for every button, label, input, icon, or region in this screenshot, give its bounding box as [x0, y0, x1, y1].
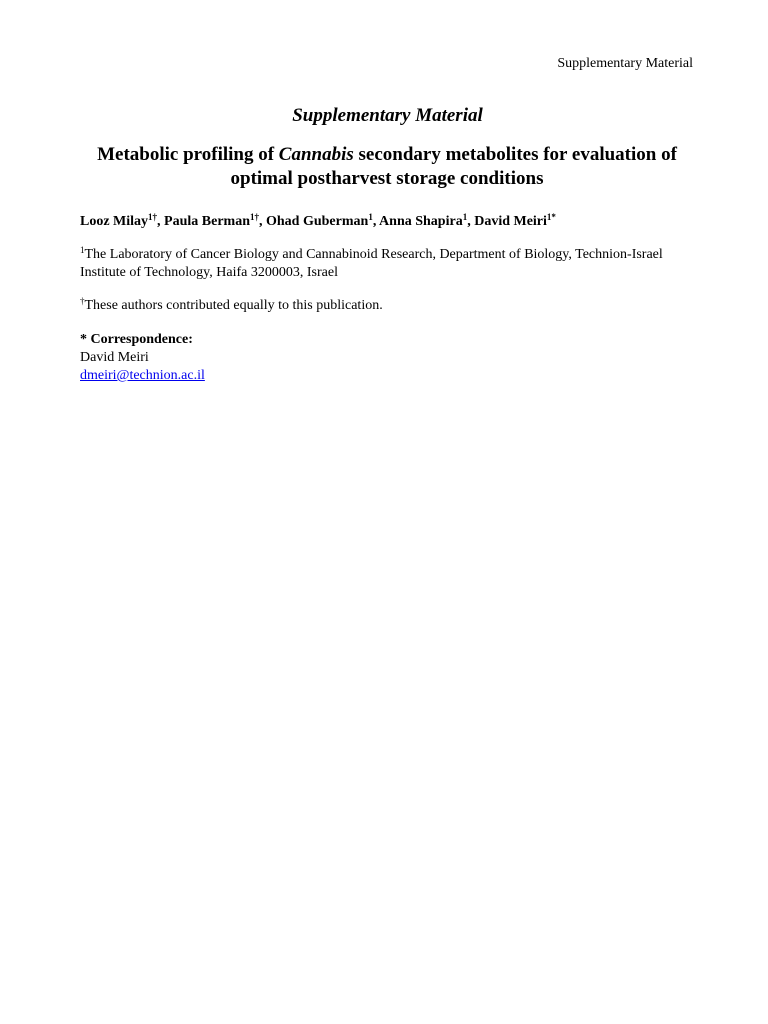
author-affiliation-marker: 1†	[250, 212, 259, 222]
correspondence-block	[80, 331, 690, 385]
correspondence-email-link[interactable]: dmeiri@technion.ac.il	[80, 368, 205, 383]
author-affiliation-marker: 1	[462, 212, 468, 222]
author: David Meiri	[474, 214, 547, 229]
author-affiliation-marker: 1†	[148, 212, 158, 222]
correspondence-label: * Correspondence:	[80, 332, 193, 347]
author-list	[80, 213, 700, 231]
author-separator: ,	[467, 214, 475, 229]
author-separator: ,	[372, 214, 380, 229]
author: Paula Berman	[164, 214, 250, 229]
affiliation-marker: 1	[80, 245, 85, 255]
running-header: Supplementary Material	[557, 56, 693, 71]
title-part-1: Metabolic profiling of	[97, 144, 279, 165]
affiliation	[80, 246, 690, 282]
author: Anna Shapira	[379, 214, 463, 229]
author-affiliation-marker: 1	[368, 212, 373, 222]
author-affiliation-marker: 1*	[546, 212, 556, 222]
affiliation-text: The Laboratory of Cancer Biology and Cannabinoid Research, Department of Biology, Technion-Israel Institute of Technology, Haifa 3200003, Israel	[80, 247, 663, 280]
correspondence-name: David Meiri	[80, 350, 149, 365]
supplementary-heading: Supplementary Material	[292, 105, 483, 126]
title-italic-cannabis: Cannabis	[278, 144, 354, 165]
equal-contribution-text: These authors contributed equally to this publication.	[84, 298, 383, 313]
author: Looz Milay	[80, 214, 149, 229]
dagger-marker: †	[80, 296, 85, 306]
equal-contribution-note	[80, 297, 690, 315]
author-separator: ,	[157, 214, 165, 229]
paper-title	[80, 143, 694, 191]
author-separator: ,	[259, 214, 266, 229]
author: Ohad Guberman	[266, 214, 369, 229]
title-part-2: secondary metabolites for evaluation of optimal postharvest storage conditions	[230, 144, 677, 189]
